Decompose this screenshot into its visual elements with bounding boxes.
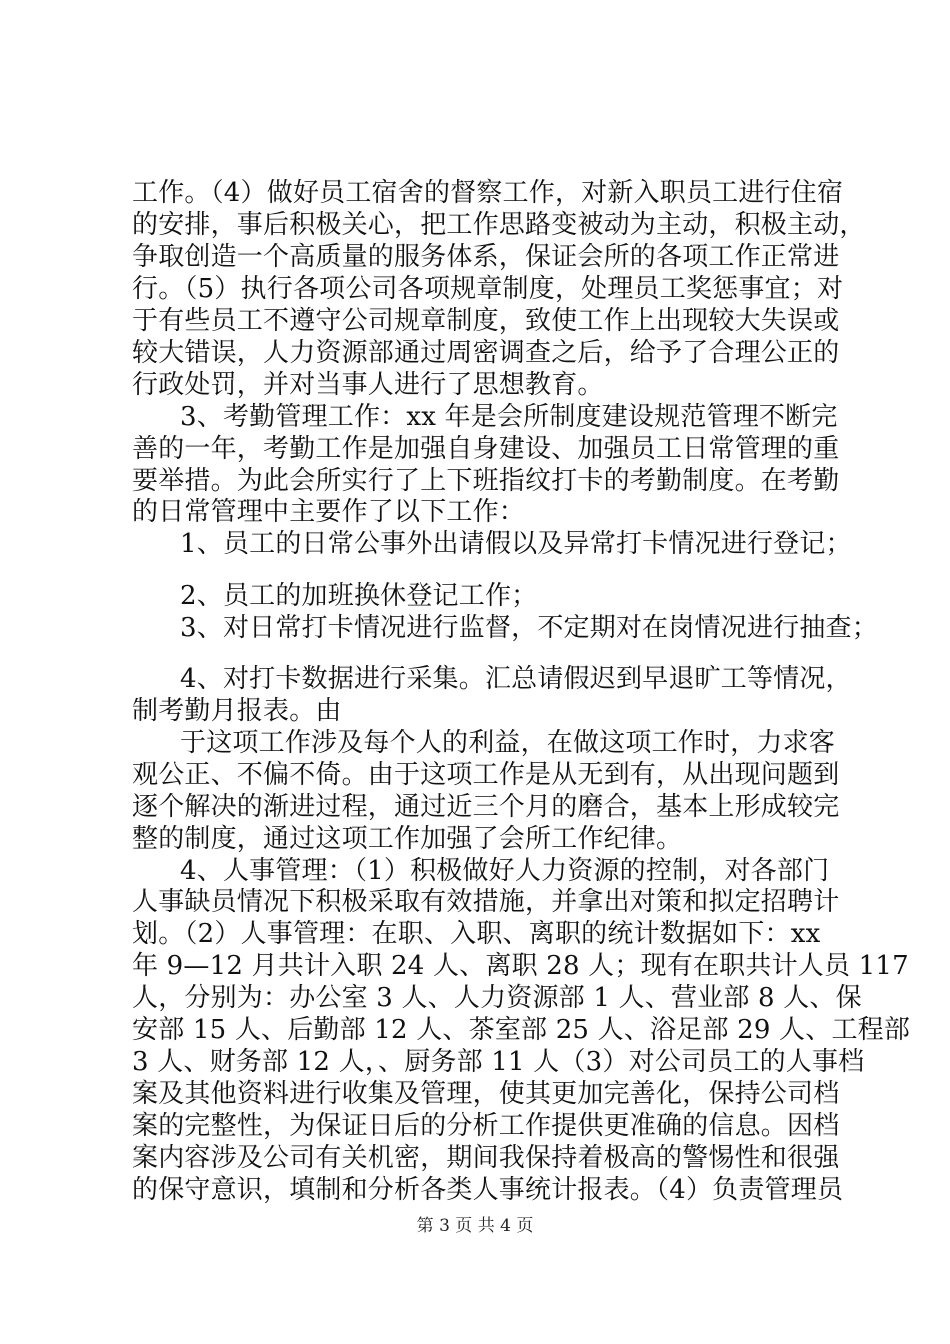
text-line: 4、对打卡数据进行采集。汇总请假迟到早退旷工等情况， bbox=[180, 664, 852, 694]
text-line: 案的完整性，为保证日后的分析工作提供更准确的信息。因档 bbox=[132, 1111, 840, 1141]
text-line: 案内容涉及公司有关机密，期间我保持着极高的警惕性和很强 bbox=[132, 1143, 840, 1173]
text-line: 较大错误，人力资源部通过周密调查之后，给予了合理公正的 bbox=[132, 338, 840, 368]
text-line: 善的一年，考勤工作是加强自身建设、加强员工日常管理的重 bbox=[132, 434, 840, 464]
text-line: 的保守意识，填制和分析各类人事统计报表。（4）负责管理员 bbox=[132, 1175, 844, 1205]
text-line: 整的制度，通过这项工作加强了会所工作纪律。 bbox=[132, 824, 683, 854]
text-line: 划。（2）人事管理：在职、入职、离职的统计数据如下：xx bbox=[132, 919, 821, 949]
text-line: 工作。（4）做好员工宿舍的督察工作，对新入职员工进行住宿 bbox=[132, 178, 844, 208]
text-line: 4、人事管理：（1）积极做好人力资源的控制，对各部门 bbox=[180, 856, 830, 886]
text-line: 3 人、财务部 12 人，、厨务部 11 人（3）对公司员工的人事档 bbox=[132, 1047, 865, 1077]
text-line: 安部 15 人、后勤部 12 人、茶室部 25 人、浴足部 29 人、工程部 bbox=[132, 1015, 911, 1045]
text-line: 逐个解决的渐进过程，通过近三个月的磨合，基本上形成较完 bbox=[132, 792, 840, 822]
text-line: 人事缺员情况下积极采取有效措施，并拿出对策和拟定招聘计 bbox=[132, 887, 840, 917]
text-line: 争取创造一个高质量的服务体系，保证会所的各项工作正常进 bbox=[132, 242, 840, 272]
text-line: 年 9—12 月共计入职 24 人、离职 28 人；现有在职共计人员 117 bbox=[132, 951, 909, 981]
text-line: 的日常管理中主要作了以下工作： bbox=[132, 497, 526, 527]
page-footer: 第 3 页 共 4 页 bbox=[416, 1216, 534, 1236]
text-line: 1、员工的日常公事外出请假以及异常打卡情况进行登记； bbox=[180, 529, 852, 559]
text-line: 案及其他资料进行收集及管理，使其更加完善化，保持公司档 bbox=[132, 1079, 840, 1109]
text-line: 制考勤月报表。由 bbox=[132, 696, 342, 726]
text-line: 要举措。为此会所实行了上下班指纹打卡的考勤制度。在考勤 bbox=[132, 466, 840, 496]
text-line: 的安排，事后积极关心，把工作思路变被动为主动，积极主动， bbox=[132, 210, 866, 240]
text-line: 2、员工的加班换休登记工作； bbox=[180, 581, 538, 611]
text-line: 3、对日常打卡情况进行监督，不定期对在岗情况进行抽查； bbox=[180, 613, 878, 643]
text-line: 3、考勤管理工作：xx 年是会所制度建设规范管理不断完 bbox=[180, 402, 838, 432]
text-line: 行。（5）执行各项公司各项规章制度，处理员工奖惩事宜；对 bbox=[132, 274, 844, 304]
text-line: 于这项工作涉及每个人的利益，在做这项工作时，力求客 bbox=[180, 728, 836, 758]
text-line: 于有些员工不遵守公司规章制度，致使工作上出现较大失误或 bbox=[132, 306, 840, 336]
text-line: 人，分别为：办公室 3 人、人力资源部 1 人、营业部 8 人、保 bbox=[132, 983, 862, 1013]
text-line: 观公正、不偏不倚。由于这项工作是从无到有，从出现问题到 bbox=[132, 760, 840, 790]
text-line: 行政处罚，并对当事人进行了思想教育。 bbox=[132, 370, 604, 400]
